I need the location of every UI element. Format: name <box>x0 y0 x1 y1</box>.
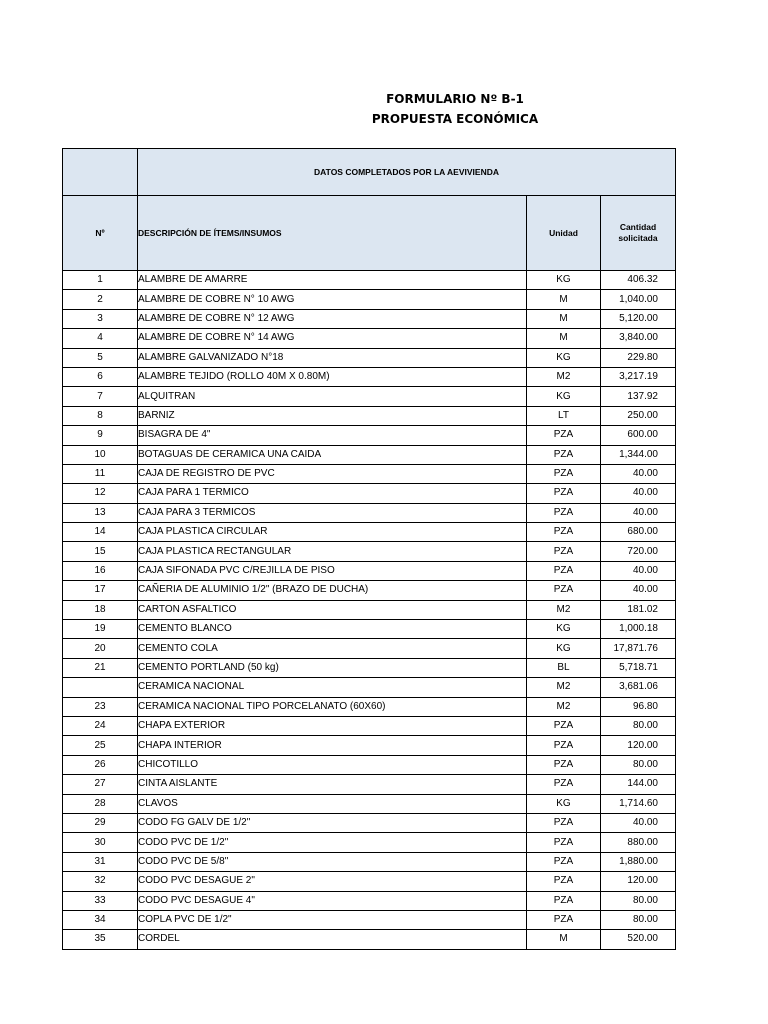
table-row <box>63 484 676 503</box>
table-row <box>63 872 676 891</box>
row-number: 29 <box>63 813 138 832</box>
row-unit: PZA <box>527 872 601 891</box>
row-number: 10 <box>63 445 138 464</box>
row-description: BARNIZ <box>138 406 527 425</box>
row-description: ALAMBRE DE COBRE N° 10 AWG <box>138 290 527 309</box>
table-row <box>63 600 676 619</box>
row-quantity: 600.00 <box>601 426 676 445</box>
row-quantity: 880.00 <box>601 833 676 852</box>
row-number: 28 <box>63 794 138 813</box>
table-row <box>63 775 676 794</box>
row-description: CAJA PARA 1 TERMICO <box>138 484 527 503</box>
row-unit: M2 <box>527 678 601 697</box>
table-row <box>63 367 676 386</box>
row-number: 2 <box>63 290 138 309</box>
row-number: 6 <box>63 367 138 386</box>
row-unit: M2 <box>527 600 601 619</box>
row-quantity: 137.92 <box>601 387 676 406</box>
row-description: CORDEL <box>138 930 527 949</box>
table-row <box>63 697 676 716</box>
row-quantity: 5,718.71 <box>601 658 676 677</box>
row-unit: PZA <box>527 891 601 910</box>
row-quantity: 40.00 <box>601 581 676 600</box>
row-number: 14 <box>63 523 138 542</box>
row-unit: M <box>527 329 601 348</box>
row-unit: LT <box>527 406 601 425</box>
row-number: 5 <box>63 348 138 367</box>
row-unit: PZA <box>527 736 601 755</box>
row-quantity: 40.00 <box>601 561 676 580</box>
table-row <box>63 348 676 367</box>
row-unit: PZA <box>527 561 601 580</box>
row-number: 1 <box>63 271 138 290</box>
row-number: 8 <box>63 406 138 425</box>
table-row <box>63 542 676 561</box>
table-row <box>63 833 676 852</box>
row-number: 25 <box>63 736 138 755</box>
row-unit: PZA <box>527 503 601 522</box>
row-unit: BL <box>527 658 601 677</box>
row-quantity: 3,681.06 <box>601 678 676 697</box>
row-unit: KG <box>527 620 601 639</box>
row-quantity: 40.00 <box>601 484 676 503</box>
row-number: 33 <box>63 891 138 910</box>
row-description: CINTA AISLANTE <box>138 775 527 794</box>
row-description: CEMENTO BLANCO <box>138 620 527 639</box>
row-description: CHICOTILLO <box>138 755 527 774</box>
table-row <box>63 891 676 910</box>
row-quantity: 181.02 <box>601 600 676 619</box>
table-row <box>63 639 676 658</box>
row-unit: M <box>527 290 601 309</box>
row-number: 26 <box>63 755 138 774</box>
row-number <box>63 678 138 697</box>
form-title: FORMULARIO Nº B-1 <box>386 92 524 106</box>
row-quantity: 144.00 <box>601 775 676 794</box>
table-row <box>63 794 676 813</box>
row-number: 16 <box>63 561 138 580</box>
row-unit: PZA <box>527 426 601 445</box>
row-quantity: 80.00 <box>601 716 676 735</box>
row-number: 30 <box>63 833 138 852</box>
row-quantity: 720.00 <box>601 542 676 561</box>
banner-row <box>63 149 676 196</box>
row-description: ALAMBRE GALVANIZADO N°18 <box>138 348 527 367</box>
row-unit: PZA <box>527 852 601 871</box>
row-description: CODO PVC DESAGUE 2" <box>138 872 527 891</box>
table-row <box>63 736 676 755</box>
row-unit: KG <box>527 639 601 658</box>
row-unit: PZA <box>527 813 601 832</box>
row-description: CAJA SIFONADA PVC C/REJILLA DE PISO <box>138 561 527 580</box>
row-description: BISAGRA DE 4" <box>138 426 527 445</box>
row-number: 20 <box>63 639 138 658</box>
row-number: 18 <box>63 600 138 619</box>
table-row <box>63 852 676 871</box>
row-description: CAÑERIA DE ALUMINIO 1/2" (BRAZO DE DUCHA) <box>138 581 527 600</box>
row-number: 21 <box>63 658 138 677</box>
row-number: 12 <box>63 484 138 503</box>
row-number: 31 <box>63 852 138 871</box>
header-quantity: Cantidad solicitada <box>601 196 676 271</box>
row-number: 17 <box>63 581 138 600</box>
header-description: DESCRIPCIÓN DE ÍTEMS/INSUMOS <box>138 196 527 271</box>
row-description: ALQUITRAN <box>138 387 527 406</box>
row-unit: M <box>527 309 601 328</box>
row-description: CODO PVC DE 5/8" <box>138 852 527 871</box>
table-row <box>63 755 676 774</box>
row-unit: M2 <box>527 367 601 386</box>
row-number: 3 <box>63 309 138 328</box>
table-row <box>63 503 676 522</box>
row-number: 13 <box>63 503 138 522</box>
table-row <box>63 581 676 600</box>
row-quantity: 229.80 <box>601 348 676 367</box>
row-quantity: 80.00 <box>601 910 676 929</box>
banner-cell: DATOS COMPLETADOS POR LA AEVIVIENDA <box>138 149 676 196</box>
row-description: CERAMICA NACIONAL TIPO PORCELANATO (60X60) <box>138 697 527 716</box>
row-quantity: 520.00 <box>601 930 676 949</box>
row-number: 35 <box>63 930 138 949</box>
row-quantity: 1,714.60 <box>601 794 676 813</box>
row-unit: KG <box>527 387 601 406</box>
row-description: CHAPA EXTERIOR <box>138 716 527 735</box>
row-unit: M2 <box>527 697 601 716</box>
table-row <box>63 406 676 425</box>
row-unit: PZA <box>527 542 601 561</box>
row-description: BOTAGUAS DE CERAMICA UNA CAIDA <box>138 445 527 464</box>
row-quantity: 80.00 <box>601 755 676 774</box>
items-table <box>62 148 676 950</box>
row-number: 4 <box>63 329 138 348</box>
row-description: ALAMBRE DE AMARRE <box>138 271 527 290</box>
row-description: ALAMBRE DE COBRE N° 14 AWG <box>138 329 527 348</box>
row-description: CLAVOS <box>138 794 527 813</box>
row-description: COPLA PVC DE 1/2" <box>138 910 527 929</box>
header-unit: Unidad <box>527 196 601 271</box>
row-quantity: 40.00 <box>601 813 676 832</box>
row-number: 34 <box>63 910 138 929</box>
table-row <box>63 658 676 677</box>
row-description: CODO PVC DE 1/2" <box>138 833 527 852</box>
row-unit: PZA <box>527 445 601 464</box>
row-number: 7 <box>63 387 138 406</box>
table-row <box>63 620 676 639</box>
row-description: CARTON ASFALTICO <box>138 600 527 619</box>
table-row <box>63 813 676 832</box>
table-row <box>63 523 676 542</box>
table-row <box>63 271 676 290</box>
row-quantity: 3,217.19 <box>601 367 676 386</box>
row-quantity: 120.00 <box>601 736 676 755</box>
row-number: 11 <box>63 464 138 483</box>
row-description: CEMENTO PORTLAND (50 kg) <box>138 658 527 677</box>
row-description: CODO PVC DESAGUE 4" <box>138 891 527 910</box>
row-number: 9 <box>63 426 138 445</box>
row-quantity: 5,120.00 <box>601 309 676 328</box>
row-description: ALAMBRE TEJIDO (ROLLO 40M X 0.80M) <box>138 367 527 386</box>
row-quantity: 680.00 <box>601 523 676 542</box>
row-unit: KG <box>527 794 601 813</box>
row-quantity: 96.80 <box>601 697 676 716</box>
banner-spacer-cell <box>63 149 138 196</box>
row-quantity: 40.00 <box>601 503 676 522</box>
row-number: 23 <box>63 697 138 716</box>
row-quantity: 17,871.76 <box>601 639 676 658</box>
row-quantity: 120.00 <box>601 872 676 891</box>
row-description: CAJA PLASTICA CIRCULAR <box>138 523 527 542</box>
row-unit: KG <box>527 271 601 290</box>
table-row <box>63 910 676 929</box>
table-row <box>63 561 676 580</box>
row-quantity: 1,040.00 <box>601 290 676 309</box>
table-row <box>63 930 676 949</box>
table-row <box>63 426 676 445</box>
row-description: CAJA DE REGISTRO DE PVC <box>138 464 527 483</box>
row-description: ALAMBRE DE COBRE N° 12 AWG <box>138 309 527 328</box>
row-number: 27 <box>63 775 138 794</box>
row-unit: PZA <box>527 523 601 542</box>
row-description: CAJA PLASTICA RECTANGULAR <box>138 542 527 561</box>
row-description: CODO FG GALV DE 1/2" <box>138 813 527 832</box>
row-number: 19 <box>63 620 138 639</box>
table-row <box>63 309 676 328</box>
row-description: CERAMICA NACIONAL <box>138 678 527 697</box>
row-quantity: 250.00 <box>601 406 676 425</box>
row-quantity: 1,344.00 <box>601 445 676 464</box>
row-description: CEMENTO COLA <box>138 639 527 658</box>
row-unit: PZA <box>527 464 601 483</box>
header-num: Nº <box>63 196 138 271</box>
table-row <box>63 329 676 348</box>
row-unit: PZA <box>527 755 601 774</box>
table-row <box>63 290 676 309</box>
row-number: 15 <box>63 542 138 561</box>
column-header-row <box>63 196 676 271</box>
row-quantity: 406.32 <box>601 271 676 290</box>
row-unit: PZA <box>527 775 601 794</box>
row-quantity: 80.00 <box>601 891 676 910</box>
table-row <box>63 445 676 464</box>
table-row <box>63 464 676 483</box>
row-quantity: 40.00 <box>601 464 676 483</box>
row-number: 32 <box>63 872 138 891</box>
row-unit: M <box>527 930 601 949</box>
row-number: 24 <box>63 716 138 735</box>
row-unit: PZA <box>527 716 601 735</box>
row-description: CAJA PARA 3 TERMICOS <box>138 503 527 522</box>
row-unit: KG <box>527 348 601 367</box>
row-unit: PZA <box>527 484 601 503</box>
row-unit: PZA <box>527 910 601 929</box>
row-unit: PZA <box>527 581 601 600</box>
row-quantity: 1,880.00 <box>601 852 676 871</box>
row-unit: PZA <box>527 833 601 852</box>
table-row <box>63 387 676 406</box>
form-subtitle: PROPUESTA ECONÓMICA <box>371 112 539 126</box>
row-quantity: 1,000.18 <box>601 620 676 639</box>
row-quantity: 3,840.00 <box>601 329 676 348</box>
table-row <box>63 716 676 735</box>
row-description: CHAPA INTERIOR <box>138 736 527 755</box>
table-row <box>63 678 676 697</box>
